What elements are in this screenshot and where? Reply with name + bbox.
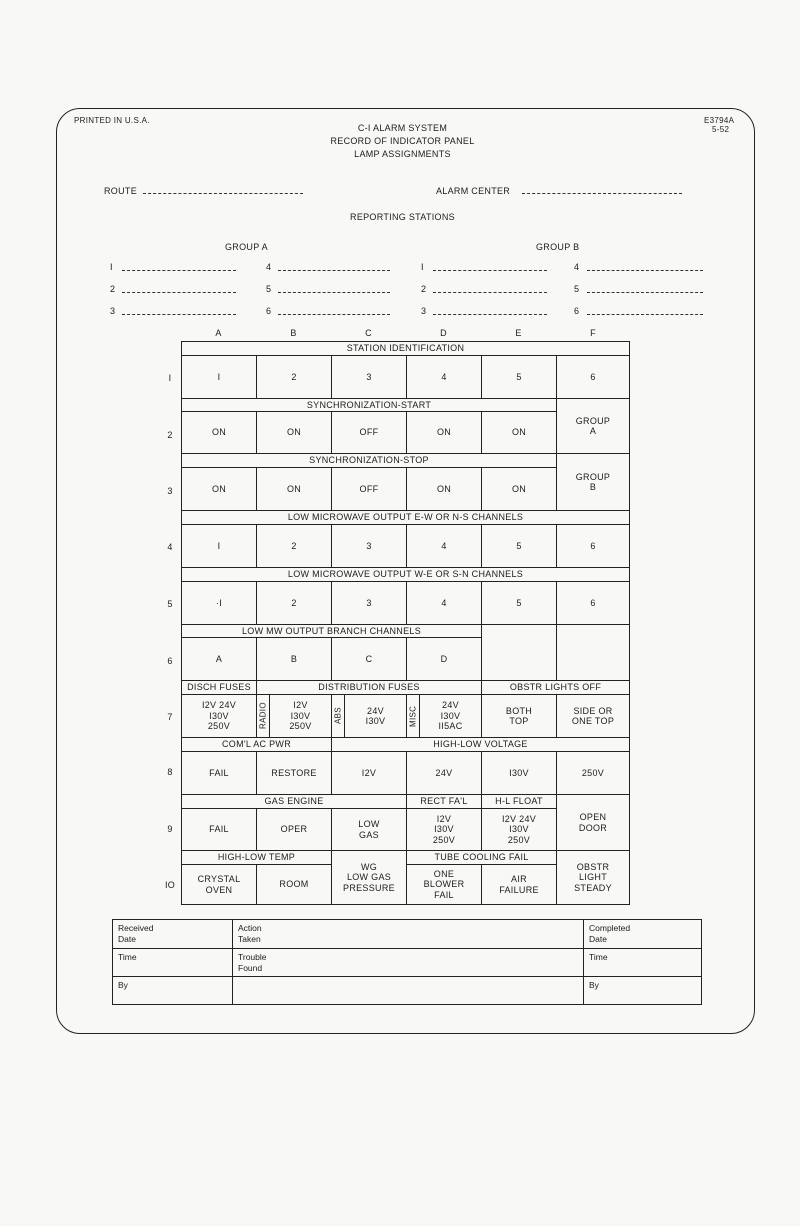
cell-6e-blank [481,624,557,681]
cell-5a: ·I [181,581,257,625]
cell-10a: CRYSTAL OVEN [181,864,257,905]
cell-6b: B [256,637,332,681]
cell-2b: ON [256,411,332,454]
row-number-9: 9 [167,824,173,834]
cell-10c: WG LOW GAS PRESSURE [331,850,407,905]
cell-5d: 4 [406,581,482,625]
time-label-right: Time [589,952,608,962]
column-d-label: D [440,328,447,338]
header-disch-fuses: DISCH FUSES [181,680,257,695]
cell-9d: I2V I30V 250V [406,808,482,851]
cell-4e: 5 [481,524,557,568]
time-label-left: Time [118,952,137,962]
cell-4f: 6 [556,524,630,568]
header-high-low-temp: HIGH-LOW TEMP [181,850,332,865]
cell-9f: OPEN DOOR [556,794,630,851]
cell-6c: C [331,637,407,681]
cell-10f: OBSTR LIGHT STEADY [556,850,630,905]
cell-9b: OPER [256,808,332,851]
row-number-10: IO [164,880,176,890]
header-sync-stop: SYNCHRONIZATION-STOP [181,453,557,468]
cell-1c: 3 [331,355,407,399]
trouble-found-label: Trouble Found [238,952,267,974]
cell-3b: ON [256,467,332,511]
group-a-number-5: 5 [266,284,272,294]
cell-4d: 4 [406,524,482,568]
cell-2f-group-a: GROUP A [556,398,630,454]
route-field[interactable] [143,193,303,194]
group-a-field-4[interactable] [278,270,390,271]
cell-3f-group-b: GROUP B [556,453,630,511]
group-b-number-5: 5 [574,284,580,294]
cell-7c: 24V I30V [344,694,407,738]
cell-4c: 3 [331,524,407,568]
row-number-3: 3 [167,486,173,496]
group-b-number-6: 6 [574,306,580,316]
record-row-divider-2 [113,976,701,977]
header-station-identification: STATION IDENTIFICATION [181,341,630,356]
reporting-stations-title: REPORTING STATIONS [350,212,455,222]
cell-2a: ON [181,411,257,454]
cell-1a: I [181,355,257,399]
cell-2e: ON [481,411,557,454]
header-rect-fail: RECT FA'L [406,794,482,809]
cell-5c: 3 [331,581,407,625]
cell-8e: I30V [481,751,557,795]
header-gas-engine: GAS ENGINE [181,794,407,809]
record-row-divider-1 [113,948,701,949]
group-a-field-3[interactable] [122,314,236,315]
header-tube-cooling-fail: TUBE COOLING FAIL [406,850,557,865]
by-label-left: By [118,980,128,990]
row-number-5: 5 [167,599,173,609]
row-number-7: 7 [167,712,173,722]
group-a-label: GROUP A [225,242,268,252]
column-f-label: F [590,328,596,338]
cell-6a: A [181,637,257,681]
cell-1b: 2 [256,355,332,399]
group-a-field-1[interactable] [122,270,236,271]
form-number: E3794A [704,116,735,125]
route-label: ROUTE [104,186,137,196]
cell-2d: ON [406,411,482,454]
alarm-center-label: ALARM CENTER [436,186,511,196]
cell-8f: 250V [556,751,630,795]
cell-3a: ON [181,467,257,511]
header-h-l-float: H-L FLOAT [481,794,557,809]
cell-10e: AIR FAILURE [481,864,557,905]
group-a-number-6: 6 [266,306,272,316]
group-b-field-5[interactable] [587,292,703,293]
cell-9a: FAIL [181,808,257,851]
cell-10d: ONE BLOWER FAIL [406,864,482,905]
group-b-label: GROUP B [536,242,580,252]
cell-4b: 2 [256,524,332,568]
cell-5f: 6 [556,581,630,625]
cell-1d: 4 [406,355,482,399]
column-e-label: E [515,328,522,338]
row-number-6: 6 [167,656,173,666]
cell-1e: 5 [481,355,557,399]
row-number-8: 8 [167,767,173,777]
cell-6f-blank [556,624,630,681]
row-number-2: 2 [167,430,173,440]
form-title-line2: RECORD OF INDICATOR PANEL [330,136,475,146]
cell-8c: I2V [331,751,407,795]
header-distribution-fuses: DISTRIBUTION FUSES [256,680,482,695]
cell-7b-radio-label: RADIO [256,694,270,738]
row-number-1: I [168,373,172,383]
cell-3d: ON [406,467,482,511]
completed-date-label: Completed Date [589,923,631,945]
cell-7e: BOTH TOP [481,694,557,738]
group-b-field-6[interactable] [587,314,703,315]
action-taken-label: Action Taken [238,923,262,945]
cell-7d-misc-label: MISC [406,694,420,738]
header-low-mw-ew: LOW MICROWAVE OUTPUT E-W OR N-S CHANNELS [181,510,630,525]
header-coml-ac-pwr: COM'L AC PWR [181,737,332,752]
form-date: 5-52 [712,125,730,134]
form-title-line1: C-I ALARM SYSTEM [357,123,448,133]
cell-7d: 24V I30V II5AC [419,694,482,738]
lamp-assignment-table [181,341,630,905]
group-b-number-2: 2 [421,284,427,294]
cell-7c-abs-label: ABS [331,694,345,738]
cell-4a: I [181,524,257,568]
header-high-low-voltage: HIGH-LOW VOLTAGE [331,737,630,752]
cell-2c: OFF [331,411,407,454]
cell-8b: RESTORE [256,751,332,795]
group-b-field-3[interactable] [433,314,547,315]
group-a-number-3: 3 [110,306,116,316]
row-number-4: 4 [167,542,173,552]
group-a-number-2: 2 [110,284,116,294]
header-sync-start: SYNCHRONIZATION-START [181,398,557,412]
group-a-field-6[interactable] [278,314,390,315]
cell-8a: FAIL [181,751,257,795]
cell-3e: ON [481,467,557,511]
group-b-field-4[interactable] [587,270,703,271]
received-date-label: Received Date [118,923,154,945]
group-a-field-5[interactable] [278,292,390,293]
group-b-field-1[interactable] [433,270,547,271]
cell-8d: 24V [406,751,482,795]
column-a-label: A [215,328,222,338]
cell-5e: 5 [481,581,557,625]
group-b-field-2[interactable] [433,292,547,293]
cell-7b: I2V I30V 250V [269,694,332,738]
column-b-label: B [290,328,297,338]
cell-9c: LOW GAS [331,808,407,851]
group-a-number-1: I [110,262,113,272]
form-title-line3: LAMP ASSIGNMENTS [354,149,451,159]
header-low-mw-branch: LOW MW OUTPUT BRANCH CHANNELS [181,624,482,638]
group-a-number-4: 4 [266,262,272,272]
record-divider-2 [583,920,584,1004]
cell-3c: OFF [331,467,407,511]
cell-7f: SIDE OR ONE TOP [556,694,630,738]
group-b-number-1: I [421,262,424,272]
header-obstr-lights-off: OBSTR LIGHTS OFF [481,680,630,695]
cell-9e: I2V 24V I30V 250V [481,808,557,851]
group-b-number-3: 3 [421,306,427,316]
cell-7a: I2V 24V I30V 250V [181,694,257,738]
header-low-mw-we: LOW MICROWAVE OUTPUT W-E OR S-N CHANNELS [181,567,630,582]
alarm-center-field[interactable] [522,193,682,194]
group-a-field-2[interactable] [122,292,236,293]
by-label-right: By [589,980,599,990]
group-b-number-4: 4 [574,262,580,272]
maintenance-record-table [112,919,702,1005]
printed-in-usa: PRINTED IN U.S.A. [74,116,150,125]
cell-6d: D [406,637,482,681]
record-divider-1 [232,920,233,1004]
cell-1f: 6 [556,355,630,399]
column-c-label: C [365,328,372,338]
cell-10b: ROOM [256,864,332,905]
cell-5b: 2 [256,581,332,625]
